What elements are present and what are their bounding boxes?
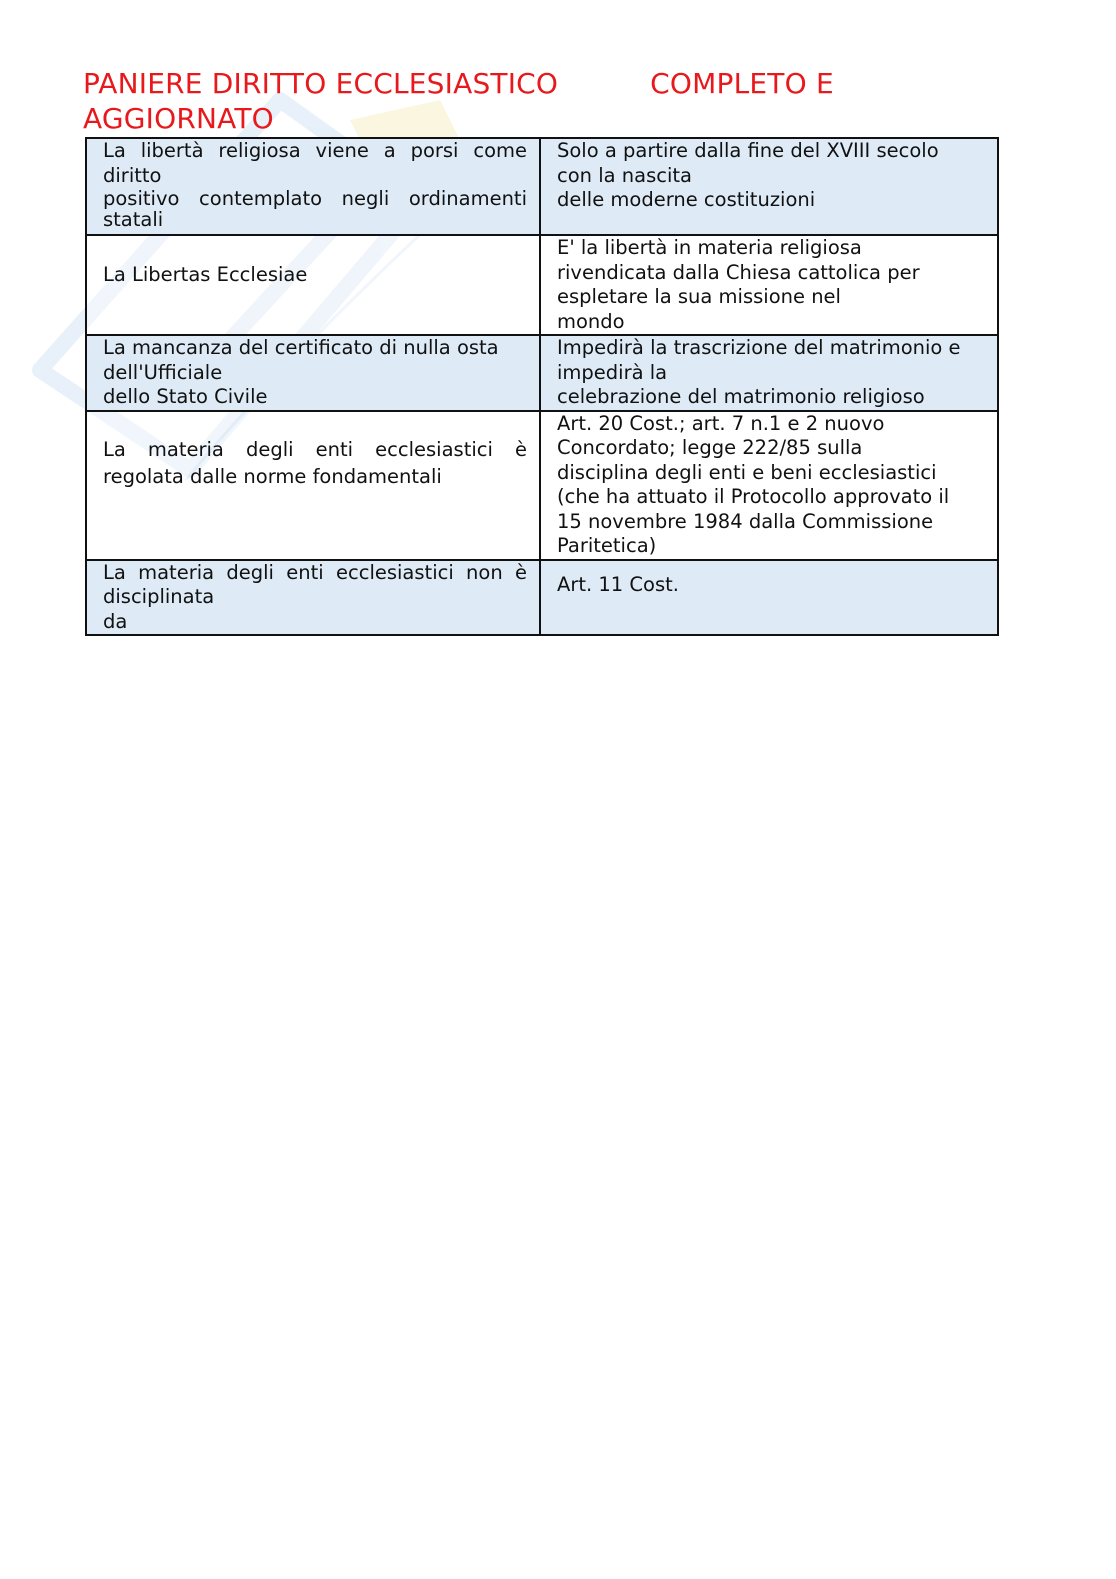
page-title xyxy=(83,66,963,136)
question-cell xyxy=(86,235,540,335)
title-part-1: PANIERE DIRITTO ECCLESIASTICO xyxy=(83,67,559,100)
answer-text: (che ha attuato il Protocollo approvato il xyxy=(557,485,950,508)
answer-cell xyxy=(540,138,998,235)
answer-text: E' la libertà in materia religiosa xyxy=(557,236,862,259)
answer-text: Concordato; legge 222/85 sulla xyxy=(557,436,863,459)
answer-cell xyxy=(540,560,998,636)
answer-text: impedirà la xyxy=(557,360,668,384)
answer-text: 15 novembre 1984 dalla Commissione xyxy=(557,509,934,533)
question-text: da xyxy=(103,609,128,633)
question-text: dell'Ufficiale xyxy=(103,360,223,384)
table-row xyxy=(86,411,998,560)
qa-table xyxy=(85,137,999,636)
answer-cell xyxy=(540,411,998,560)
answer-text: Impedirà la trascrizione del matrimonio e xyxy=(557,336,961,359)
question-cell xyxy=(86,560,540,636)
question-text: La libertà religiosa viene a porsi come diritto xyxy=(103,139,527,187)
question-text: La mancanza del certificato di nulla osta xyxy=(103,336,499,359)
answer-text: Paritetica) xyxy=(557,534,657,557)
table-row xyxy=(86,235,998,335)
question-text: La materia degli enti ecclesiastici non è disciplinata xyxy=(103,560,527,608)
question-text: positivo contemplato negli ordinamenti statali xyxy=(103,187,527,231)
table-row xyxy=(86,335,998,411)
answer-text: Solo a partire dalla fine del XVIII secolo xyxy=(557,139,939,162)
question-cell xyxy=(86,138,540,235)
question-cell xyxy=(86,411,540,560)
answer-text: Art. 20 Cost.; art. 7 n.1 e 2 nuovo xyxy=(557,411,885,435)
answer-text: mondo xyxy=(557,309,625,333)
answer-cell xyxy=(540,235,998,335)
answer-text: delle moderne costituzioni xyxy=(557,188,816,211)
answer-cell xyxy=(540,335,998,411)
title-part-2: COMPLETO E xyxy=(650,67,834,100)
answer-text: espletare la sua missione nel xyxy=(557,285,841,308)
question-text: La Libertas Ecclesiae xyxy=(103,262,308,286)
answer-text: con la nascita xyxy=(557,163,692,187)
answer-text: celebrazione del matrimonio religioso xyxy=(557,385,925,408)
answer-text: Art. 11 Cost. xyxy=(557,572,679,596)
question-cell xyxy=(86,335,540,411)
question-text: La materia degli enti ecclesiastici è regolata dalle norme fondamentali xyxy=(103,437,527,488)
question-text: dello Stato Civile xyxy=(103,385,268,408)
answer-text: rivendicata dalla Chiesa cattolica per xyxy=(557,260,920,284)
answer-text: disciplina degli enti e beni ecclesiastici xyxy=(557,460,937,484)
table-row xyxy=(86,560,998,636)
title-part-3: AGGIORNATO xyxy=(83,102,274,135)
table-row xyxy=(86,138,998,235)
